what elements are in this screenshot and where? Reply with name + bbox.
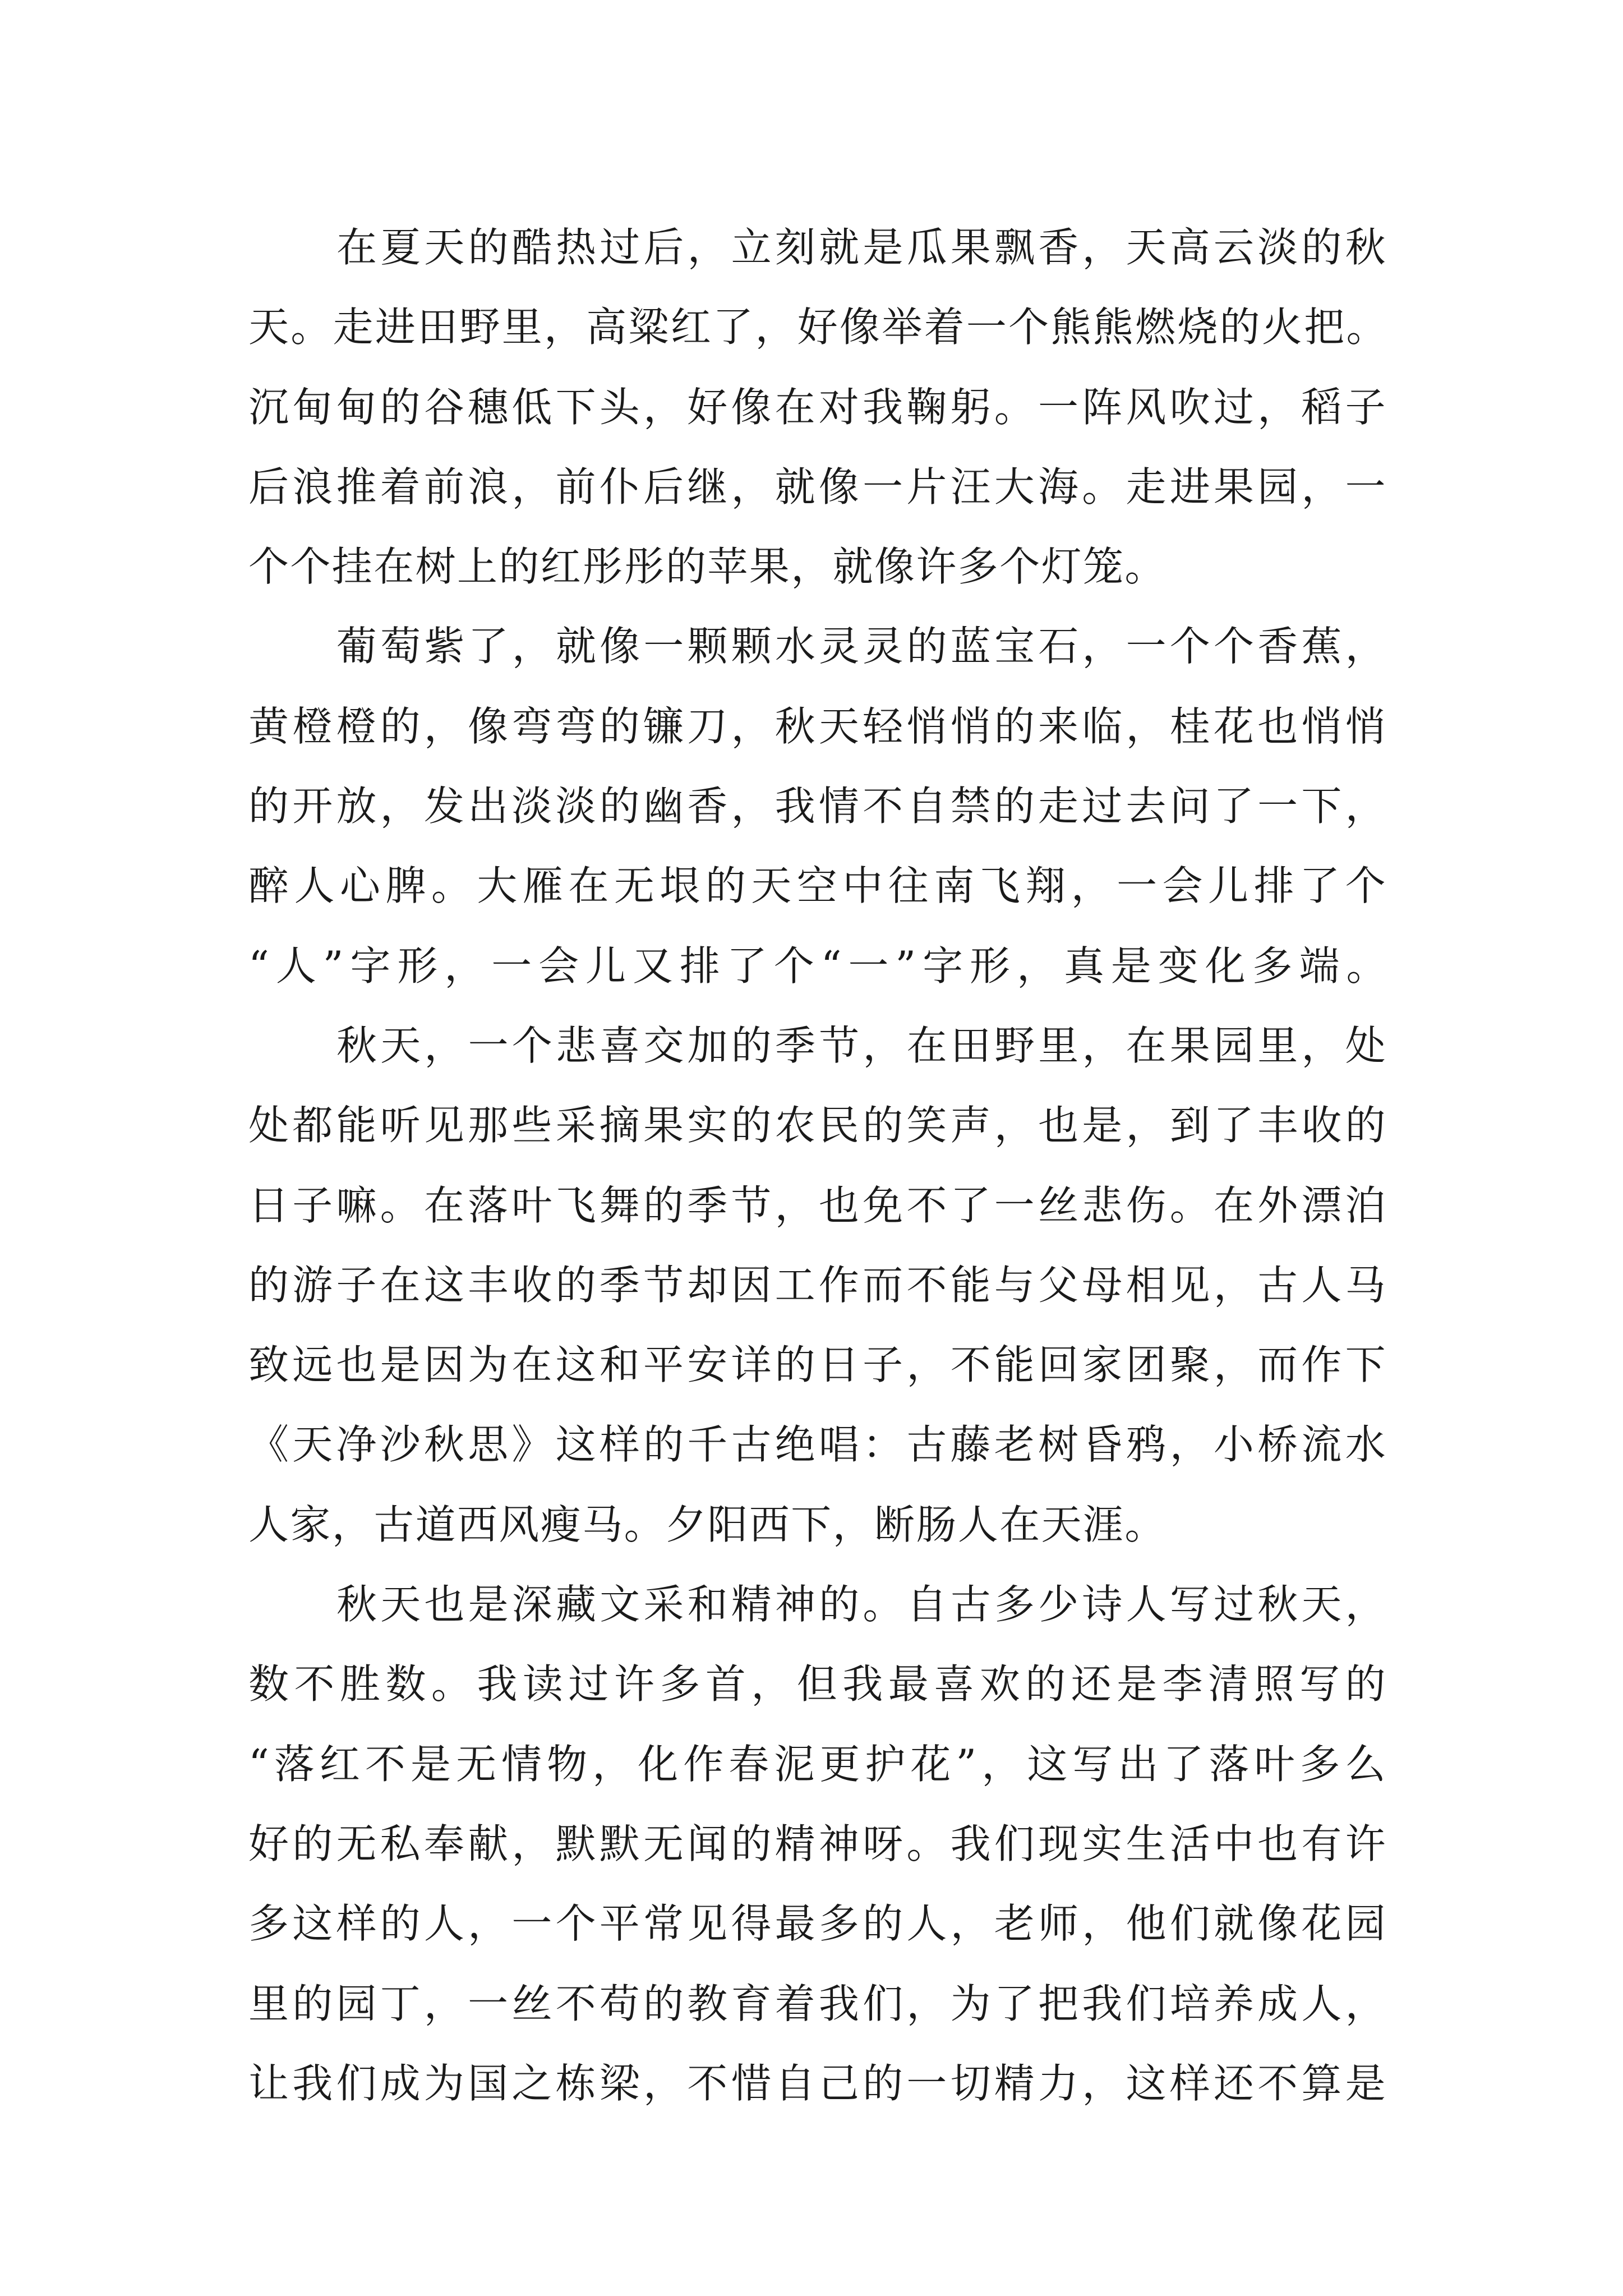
paragraph-4-line-5: 多这样的人，一个平常见得最多的人，老师，他们就像花园 [248, 1900, 1387, 1948]
paragraph-3-line-2: 处都能听见那些采摘果实的农民的笑声，也是，到了丰收的 [248, 1102, 1387, 1149]
paragraph-4-line-3: “落红不是无情物，化作春泥更护花”，这写出了落叶多么 [248, 1740, 1387, 1788]
essay-body [248, 208, 1387, 2123]
paragraph-2-line-2: 黄橙橙的，像弯弯的镰刀，秋天轻悄悄的来临，桂花也悄悄 [248, 702, 1387, 750]
paragraph-4-line-4: 好的无私奉献，默默无闻的精神呀。我们现实生活中也有许 [248, 1820, 1387, 1867]
paragraph-3-line-7: 人家，古道西风瘦马。夕阳西下，断肠人在天涯。 [248, 1501, 1166, 1548]
paragraph-1-line-4: 后浪推着前浪，前仆后继，就像一片汪大海。走进果园，一 [248, 463, 1387, 510]
paragraph-2-line-1: 葡萄紫了，就像一颗颗水灵灵的蓝宝石，一个个香蕉， [336, 623, 1387, 670]
paragraph-3-line-3: 日子嘛。在落叶飞舞的季节，也免不了一丝悲伤。在外漂泊 [248, 1181, 1387, 1229]
paragraph-4-line-2: 数不胜数。我读过许多首，但我最喜欢的还是李清照写的 [248, 1660, 1387, 1708]
paragraph-3-line-1: 秋天，一个悲喜交加的季节，在田野里，在果园里，处 [336, 1022, 1387, 1069]
paragraph-3-line-4: 的游子在这丰收的季节却因工作而不能与父母相见，古人马 [248, 1261, 1387, 1309]
paragraph-3-line-5: 致远也是因为在这和平安详的日子，不能回家团聚，而作下 [248, 1341, 1387, 1389]
paragraph-2-line-3: 的开放，发出淡淡的幽香，我情不自禁的走过去问了一下， [248, 783, 1387, 830]
paragraph-4-line-1: 秋天也是深藏文采和精神的。自古多少诗人写过秋天， [336, 1581, 1387, 1628]
paragraph-3-line-6: 《天净沙秋思》这样的千古绝唱：古藤老树昏鸦，小桥流水 [248, 1421, 1387, 1469]
paragraph-2-line-5: “人”字形，一会儿又排了个“一”字形，真是变化多端。 [248, 942, 1387, 990]
paragraph-4-line-6: 里的园丁，一丝不苟的教育着我们，为了把我们培养成人， [248, 1980, 1387, 2027]
paragraph-1-line-5: 个个挂在树上的红彤彤的苹果，就像许多个灯笼。 [248, 543, 1166, 591]
paragraph-1-line-1: 在夏天的酷热过后，立刻就是瓜果飘香，天高云淡的秋 [336, 224, 1387, 271]
paragraph-2-line-4: 醉人心脾。大雁在无垠的天空中往南飞翔，一会儿排了个 [248, 862, 1387, 910]
paragraph-1-line-2: 天。走进田野里，高粱红了，好像举着一个熊熊燃烧的火把。 [248, 303, 1387, 351]
paragraph-1-line-3: 沉甸甸的谷穗低下头，好像在对我鞠躬。一阵风吹过，稻子 [248, 383, 1387, 431]
paragraph-4-line-7: 让我们成为国之栋梁，不惜自己的一切精力，这样还不算是 [248, 2059, 1387, 2107]
